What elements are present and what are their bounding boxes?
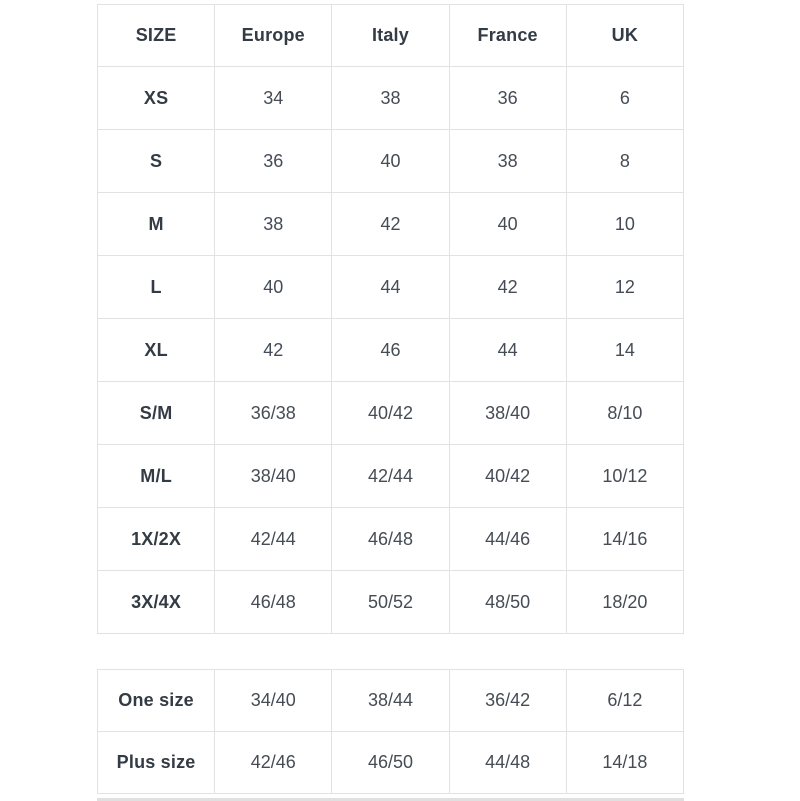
size-value-cell: 42/46 <box>215 732 332 794</box>
size-value-cell: 46 <box>332 319 449 382</box>
region-column-header: UK <box>566 5 683 67</box>
size-value-cell: 12 <box>566 256 683 319</box>
size-conversion-table <box>97 4 684 634</box>
size-value-cell: 6/12 <box>566 670 683 732</box>
size-label-cell: Plus size <box>98 732 215 794</box>
size-label-cell: M <box>98 193 215 256</box>
size-value-cell: 46/48 <box>332 508 449 571</box>
size-value-cell: 44 <box>449 319 566 382</box>
size-value-cell: 36 <box>215 130 332 193</box>
size-value-cell: 42 <box>449 256 566 319</box>
size-value-cell: 6 <box>566 67 683 130</box>
size-value-cell: 42 <box>332 193 449 256</box>
size-label-cell: 3X/4X <box>98 571 215 634</box>
size-value-cell: 36 <box>449 67 566 130</box>
size-value-cell: 44/46 <box>449 508 566 571</box>
size-value-cell: 8 <box>566 130 683 193</box>
size-value-cell: 10/12 <box>566 445 683 508</box>
size-value-cell: 50/52 <box>332 571 449 634</box>
size-value-cell: 38 <box>215 193 332 256</box>
size-value-cell: 38 <box>449 130 566 193</box>
size-value-cell: 14 <box>566 319 683 382</box>
region-column-header: Italy <box>332 5 449 67</box>
size-value-cell: 40 <box>215 256 332 319</box>
table-row <box>98 382 684 445</box>
size-value-cell: 14/16 <box>566 508 683 571</box>
size-value-cell: 36/38 <box>215 382 332 445</box>
size-value-cell: 38 <box>332 67 449 130</box>
size-value-cell: 40/42 <box>449 445 566 508</box>
size-value-cell: 18/20 <box>566 571 683 634</box>
size-label-cell: L <box>98 256 215 319</box>
table-row <box>98 256 684 319</box>
table-row <box>98 508 684 571</box>
region-column-header: Europe <box>215 5 332 67</box>
size-label-cell: One size <box>98 670 215 732</box>
size-value-cell: 38/40 <box>215 445 332 508</box>
size-label-cell: M/L <box>98 445 215 508</box>
table-row <box>98 732 684 794</box>
size-table-body <box>98 67 684 634</box>
table-row <box>98 571 684 634</box>
size-value-cell: 40/42 <box>332 382 449 445</box>
size-column-header: SIZE <box>98 5 215 67</box>
size-label-cell: 1X/2X <box>98 508 215 571</box>
size-value-cell: 40 <box>332 130 449 193</box>
table-row <box>98 445 684 508</box>
size-value-cell: 36/42 <box>449 670 566 732</box>
special-sizes-table-body <box>98 670 684 794</box>
size-label-cell: S <box>98 130 215 193</box>
size-label-cell: XS <box>98 67 215 130</box>
size-label-cell: S/M <box>98 382 215 445</box>
region-column-header: France <box>449 5 566 67</box>
size-value-cell: 46/50 <box>332 732 449 794</box>
size-value-cell: 10 <box>566 193 683 256</box>
size-value-cell: 48/50 <box>449 571 566 634</box>
size-value-cell: 42/44 <box>215 508 332 571</box>
table-row <box>98 193 684 256</box>
size-value-cell: 34/40 <box>215 670 332 732</box>
size-value-cell: 42/44 <box>332 445 449 508</box>
size-label-cell: XL <box>98 319 215 382</box>
size-value-cell: 44/48 <box>449 732 566 794</box>
table-row <box>98 67 684 130</box>
table-row <box>98 670 684 732</box>
size-table-head <box>98 5 684 67</box>
size-value-cell: 8/10 <box>566 382 683 445</box>
size-value-cell: 38/44 <box>332 670 449 732</box>
table-row <box>98 319 684 382</box>
size-value-cell: 14/18 <box>566 732 683 794</box>
special-sizes-table <box>97 669 684 794</box>
size-value-cell: 44 <box>332 256 449 319</box>
size-value-cell: 46/48 <box>215 571 332 634</box>
table-row <box>98 130 684 193</box>
size-value-cell: 42 <box>215 319 332 382</box>
size-value-cell: 34 <box>215 67 332 130</box>
size-table-header-row <box>98 5 684 67</box>
size-value-cell: 40 <box>449 193 566 256</box>
size-value-cell: 38/40 <box>449 382 566 445</box>
